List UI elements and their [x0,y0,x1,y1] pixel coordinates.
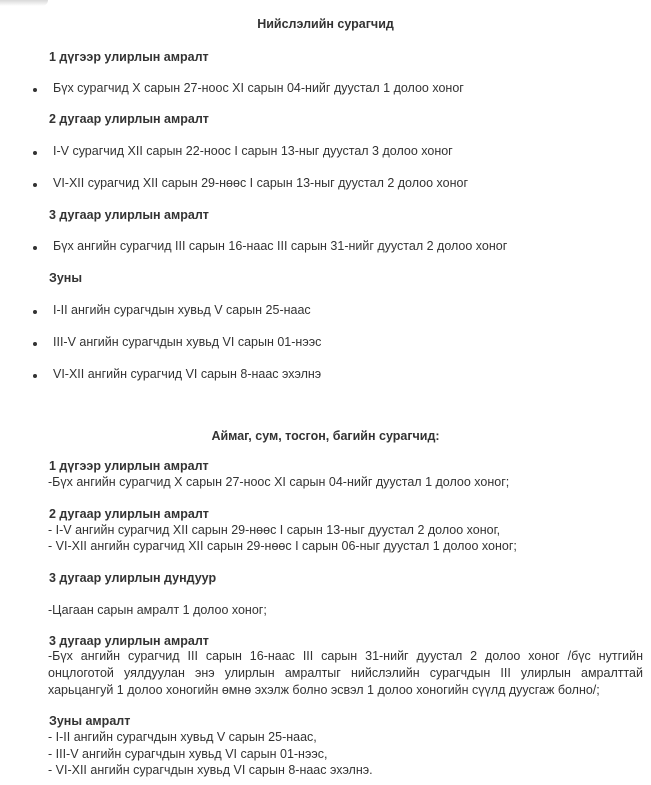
bullet-icon [33,183,37,187]
bullet-icon [33,246,37,250]
rural-summer-line: - I-II ангийн сурагчдын хувьд V сарын 25-наас, [48,730,317,744]
rural-break2-line: - I-V ангийн сурагчид XII сарын 29-нөөс I сарын 13-ныг дуустал 2 долоо хоног, [48,523,501,537]
city-break3-heading: 3 дугаар улирлын амралт [49,208,209,222]
bullet-icon [33,374,37,378]
rural-summer-line: - VI-XII ангийн сурагчдын хувьд VI сарын 8-наас эхэлнэ. [48,763,373,777]
rural-break1-heading: 1 дүгээр улирлын амралт [49,459,209,473]
rural-break3-paragraph [48,648,643,699]
top-edge-shadow [0,0,48,6]
paragraph-line: харьцангуй 1 долоо хоногийн өмнө эхэлж болно эсвэл 1 долоо хоногийн сүүлд дуусгаж болно/; [48,683,600,697]
city-section-title: Нийслэлийн сурагчид [257,17,394,31]
rural-summer-heading: Зуны амралт [49,714,131,728]
list-item-text: I-II ангийн сурагчдын хувьд V сарын 25-наас [53,303,311,317]
rural-mid3-heading: 3 дугаар улирлын дундуур [49,571,217,585]
list-item-text: I-V сурагчид XII сарын 22-ноос I сарын 13-ныг дуустал 3 долоо хоног [53,144,453,158]
bullet-icon [33,310,37,314]
list-item-text: Бүх сурагчид X сарын 27-ноос XI сарын 04-нийг дуустал 1 долоо хоног [53,81,464,95]
list-item-text: VI-XII сурагчид XII сарын 29-нөөс I сарын 13-ныг дуустал 2 долоо хоног [53,176,469,190]
list-item-text: VI-XII ангийн сурагчид VI сарын 8-наас эхэлнэ [53,367,322,381]
rural-break3-heading: 3 дугаар улирлын амралт [49,634,209,648]
list-item-text: Бүх ангийн сурагчид III сарын 16-наас III сарын 31-нийг дуустал 2 долоо хоног [53,239,508,253]
list-item-text: III-V ангийн сурагчдын хувьд VI сарын 01-нээс [53,335,322,349]
bullet-icon [33,342,37,346]
bullet-icon [33,151,37,155]
paragraph-line: онцлоготой уялдуулан энэ улирлын амралтыг нийслэлийн сурагчдын III улирлын амралттай [48,666,643,680]
rural-break1-line: -Бүх ангийн сурагчид X сарын 27-ноос XI сарын 04-нийг дуустал 1 долоо хоног; [48,475,510,489]
rural-mid3-line: -Цагаан сарын амралт 1 долоо хоног; [48,603,267,617]
rural-break2-line: - VI-XII ангийн сурагчид XII сарын 29-нөөс I сарын 06-ныг дуустал 1 долоо хоног; [48,539,517,553]
rural-section-title: Аймаг, сум, тосгон, багийн сурагчид: [211,429,440,443]
rural-summer-line: - III-V ангийн сурагчдын хувьд VI сарын 01-нээс, [48,747,328,761]
city-break1-heading: 1 дүгээр улирлын амралт [49,50,209,64]
city-summer-heading: Зуны [49,271,83,285]
rural-break2-heading: 2 дугаар улирлын амралт [49,507,209,521]
city-break2-heading: 2 дугаар улирлын амралт [49,112,209,126]
bullet-icon [33,88,37,92]
paragraph-line: -Бүх ангийн сурагчид III сарын 16-наас III сарын 31-нийг дуустал 2 долоо хоног /бүс нутгийн [48,649,643,663]
